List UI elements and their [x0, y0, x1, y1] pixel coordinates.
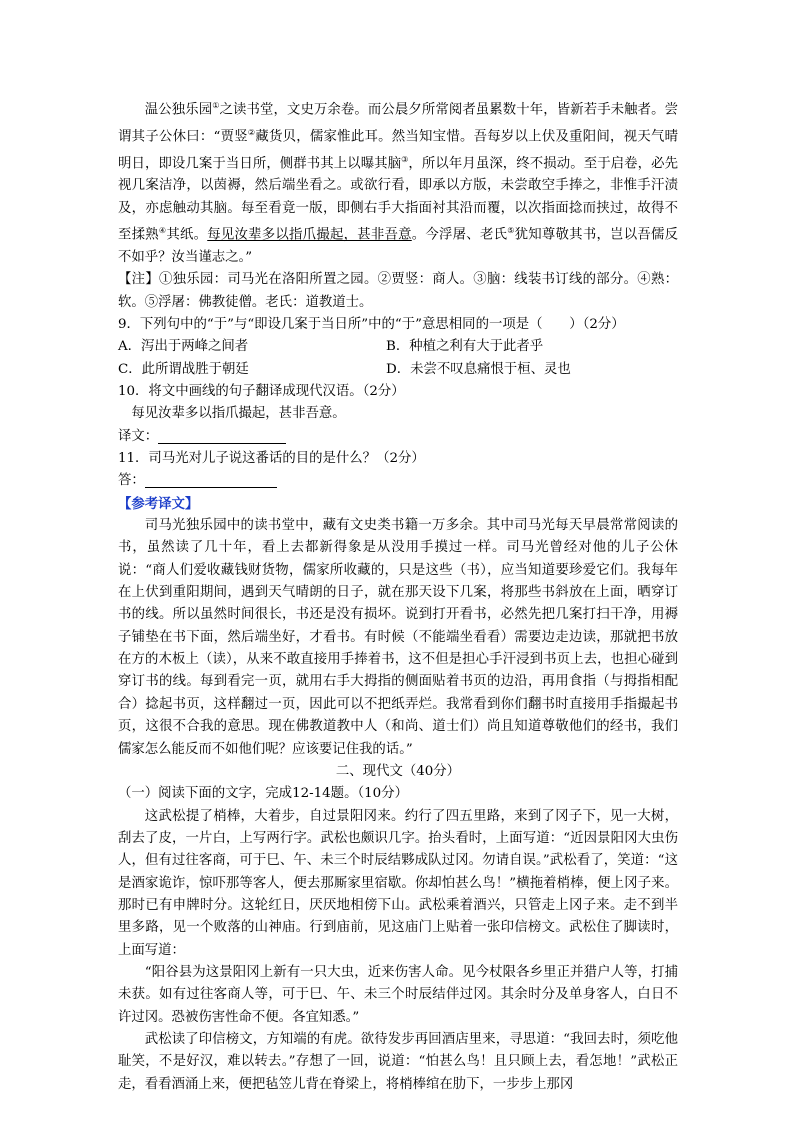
question-11-answer [118, 470, 678, 492]
option-d: D．未尝不叹息痛恨于桓、灵也 [386, 361, 571, 377]
section-title: 二、现代文（40分） [335, 763, 461, 779]
annotation-notes: 【注】①独乐园：司马光在洛阳所置之园。②贾竖：商人。③脑：线装书订线的部分。④熟：软。⑤浮屠：佛教徒僧。老氏：道教道士。 [118, 272, 678, 310]
question-9: 9．下列句中的“于”与“即设几案于当日所”中的“于”意思相同的一项是（ ）（2分） [118, 316, 625, 332]
underlined-sentence: 每见汝辈多以指爪撮起，甚非吾意 [207, 227, 412, 243]
footnote-marker: ④ [158, 226, 167, 236]
modern-paragraph-1: 这武松提了梢棒，大着步，自过景阳冈来。约行了四五里路，来到了冈子下，见一大树，刮去了皮，一片白，上写两行字。武松也颇识几字。抬头看时，上面写道：“近因景阳冈大虫伤人，但有过往客商，可于巳、午、未三个时辰结夥成队过冈。勿请自误。”武松看了，笑道：“这是酒家诡诈，惊吓那等客人，便去那厮家里宿歇。你却怕甚么鸟！”横拖着梢棒，便上冈子来。那时已有申牌时分。这轮红日，厌厌地相傍下山。武松乘着酒兴，只管走上冈子来。走不到半里多路，见一个败落的山神庙。行到庙前，见这庙门上贴着一张印信榜文。武松住了脚读时，上面写道： [118, 808, 678, 958]
passage-text: 之读书堂，文史万余卷。而公晨夕所常阅者虽累数十年，皆新若手未触者。尝谓其子公休曰：“贾竖 [118, 102, 679, 145]
subsection-title: （一）阅读下面的文字，完成12-14题。（10分） [118, 786, 408, 802]
option-a: A．泻出于两峰之间者 [118, 339, 249, 355]
translation-text: 司马光独乐园中的读书堂中，藏有文史类书籍一万多余。其中司马光每天早晨常常阅读的书，虽然读了几十年，看上去都新得象是从没用手摸过一样。司马光曾经对他的儿子公休说：“商人们爱收藏钱财货物，儒家所收藏的，只是这些（书），应当知道要珍爱它们。我每年在上伏到重阳期间，遇到天气晴朗的日子，就在那天设下几案，将那些书斜放在上面，晒穿订书的线。所以虽然时间很长，书还是没有损坏。说到打开看书，必然先把几案打扫干净，用褥子铺垫在书下面，然后端坐好，才看书。有时候（不能端坐看看）需要边走边读，那就把书放在方的木板上（读），从来不敢直接用手捧着书，这不但是担心手汗浸到书页上去，也担心碰到穿订书的线。每到看完一页，就用右手大拇指的侧面贴着书页的边沿，再用食指（与拇指相配合）捻起书页，这样翻过一页，因此可以不把纸弄烂。我常看到你们翻书时直接用手指撮起书页，这很不合我的意思。现在佛教道教中人（和尚、道士们）尚且知道尊敬他们的经书，我们儒家怎么能反而不如他们呢？应该要记住我的话。” [118, 518, 678, 757]
footnote-marker: ② [247, 127, 256, 137]
passage-text: 其纸。 [166, 227, 208, 243]
translation-heading: 【参考译文】 [118, 495, 199, 512]
passage-text: 。今浮屠、老氏 [411, 227, 508, 243]
modern-paragraph-3: 武松读了印信榜文，方知端的有虎。欲待发步再回酒店里来，寻思道：“我回去时，须吃他耻笑，不是好汉，难以转去。”存想了一回，说道：“怕甚么鸟！且只顾上去，看怎地！”武松正走，看看酒涌上来，便把毡笠儿背在脊梁上，将梢棒绾在肋下，一步步上那冈 [118, 1031, 678, 1092]
exam-page [118, 95, 678, 1096]
question-10-answer [118, 426, 678, 448]
question-11: 11．司马光对儿子说这番话的目的是什么？（2分） [118, 451, 425, 467]
question-10: 10．将文中画线的句子翻译成现代汉语。（2分） [118, 384, 405, 399]
answer-label: 译文： [118, 428, 159, 444]
footnote-marker: ⑤ [507, 226, 515, 236]
question-10-sentence: 每见汝辈多以指爪撮起，甚非吾意。 [131, 406, 346, 422]
option-c: C．此所谓战胜于朝廷 [118, 361, 249, 377]
footnote-marker: ① [212, 101, 220, 110]
passage-text: 藏货贝，儒家惟此耳。然当知宝惜。吾每岁以上伏及重阳间，视天气晴明日，即设几案于当日所，侧群书其上以曝其脑 [118, 129, 679, 172]
answer-blank[interactable] [158, 427, 286, 444]
modern-paragraph-2: “阳谷县为这景阳冈上新有一只大虫，近来伤害人命。见今杖限各乡里正并猎户人等，打捕未获。如有过往客商人等，可于巳、午、未三个时辰结伴过冈。其余时分及单身客人，白日不许过冈。恐被伤害性命不便。各宜知悉。” [118, 964, 678, 1025]
answer-blank[interactable] [145, 471, 277, 488]
answer-label: 答： [118, 473, 145, 489]
passage-text: ，所以年月虽深，终不损动。至于启卷，必先视几案洁净，以茵褥，然后端坐看之。或欲行看，即承以方版，未尝敢空手捧之，非惟手汗渍及，亦虑触动其脑。每至看竟一版，即侧右手大指面衬其沿而覆，以次指面捻而挟过，故得不至揉熟 [118, 156, 678, 243]
question-9-options [118, 336, 678, 381]
classical-passage [118, 95, 678, 269]
footnote-marker: ③ [401, 154, 409, 164]
option-b: B．种植之利有大于此者乎 [386, 339, 544, 355]
passage-text: 温公独乐园 [144, 102, 213, 118]
passage-text: 犹知尊敬其书，岂以吾儒反不如乎？汝当谨志之。” [118, 227, 679, 265]
